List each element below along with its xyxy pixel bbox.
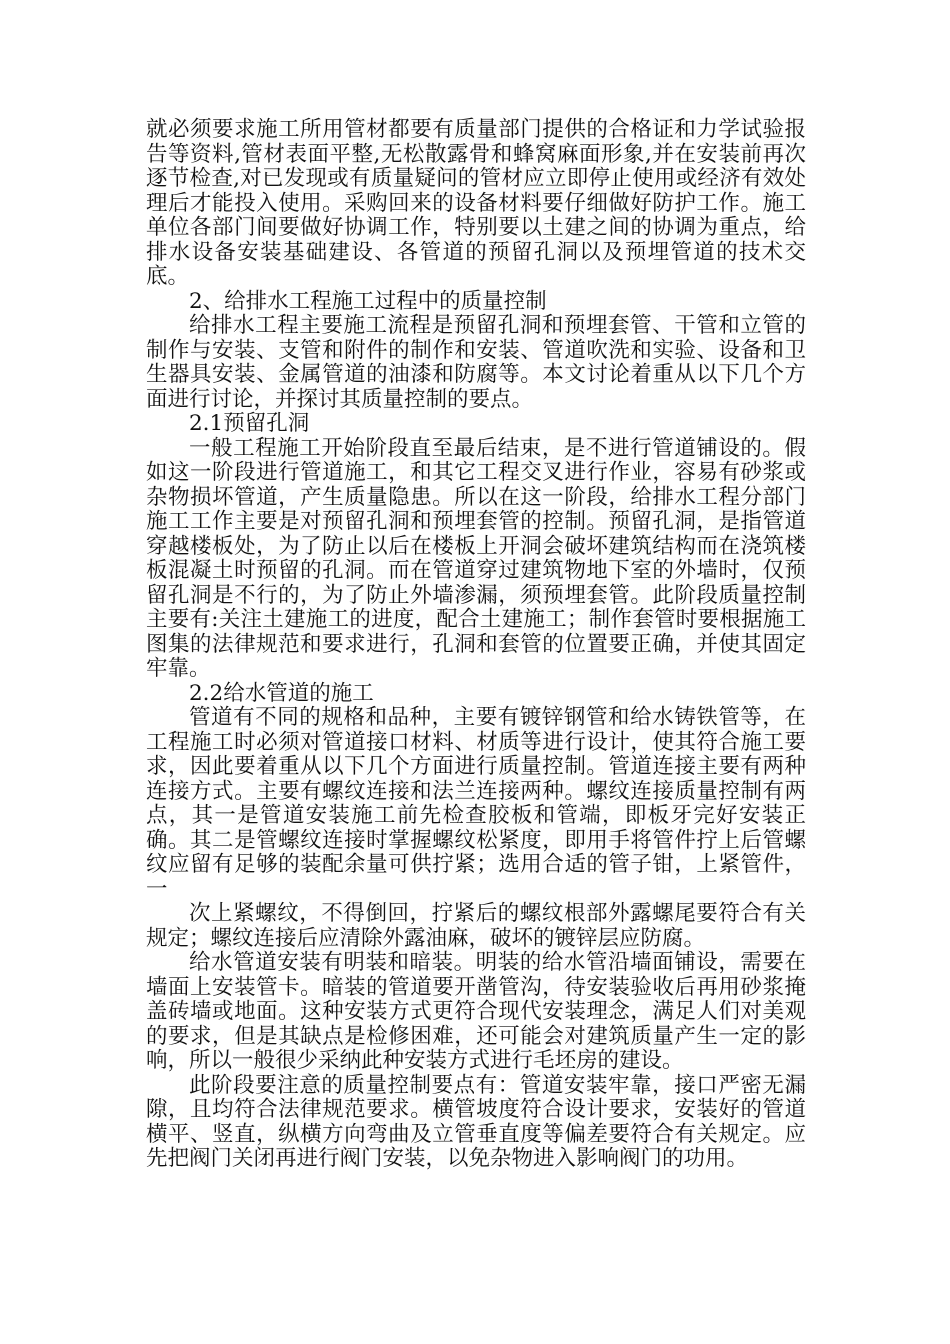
subsection-heading-water-supply-pipes: 2.2给水管道的施工 xyxy=(189,680,374,706)
document-body xyxy=(146,118,806,1172)
paragraph-construction-process: 给排水工程主要施工流程是预留孔洞和预埋套管、干管和立管的制作与安装、支管和附件的制作和安装、管道吹洗和实验、设备和卫生器具安装、金属管道的油漆和防腐等。本文讨论着重从以下几个方面进行讨论，并探讨其质量控制的要点。 xyxy=(146,313,806,412)
paragraph-materials-inspection: 就必须要求施工所用管材都要有质量部门提供的合格证和力学试验报告等资料,管材表面平整,无松散露骨和蜂窝麻面形象,并在安装前再次逐节检查,对已发现或有质量疑问的管材应立即停止使用或经济有效处理后才能投入使用。采购回来的设备材料要仔细做好防护工作。施工单位各部门间要做好协调工作，特别要以土建之间的协调为重点，给排水设备安装基础建设、各管道的预留孔洞以及预埋管道的技术交底。 xyxy=(146,117,806,289)
section-heading-quality-control: 2、给排水工程施工过程中的质量控制 xyxy=(189,288,547,314)
subsection-heading-reserved-holes: 2.1预留孔洞 xyxy=(189,411,310,436)
paragraph-quality-control-points: 此阶段要注意的质量控制要点有：管道安装牢靠，接口严密无漏隙，且均符合法律规范要求。横管坡度符合设计要求，安装好的管道横平、竖直，纵横方向弯曲及立管垂直度等偏差要符合有关规定。应先把阀门关闭再进行阀门安装，以免杂物进入影响阀门的功用。 xyxy=(146,1072,806,1171)
paragraph-reserved-holes: 一般工程施工开始阶段直至最后结束，是不进行管道铺设的。假如这一阶段进行管道施工，和其它工程交叉进行作业，容易有砂浆或杂物损坏管道，产生质量隐患。所以在这一阶段，给排水工程分部门施工工作主要是对预留孔洞和预埋套管的控制。预留孔洞，是指管道穿越楼板处，为了防止以后在楼板上开洞会破坏建筑结构而在浇筑楼板混凝土时预留的孔洞。而在管道穿过建筑物地下室的外墙时，仅预留孔洞是不行的，为了防止外墙渗漏，须预埋套管。此阶段质量控制主要有:关注土建施工的进度，配合土建施工；制作套管时要根据施工图集的法律规范和要求进行，孔洞和套管的位置要正确，并使其固定牢靠。 xyxy=(146,435,806,681)
paragraph-exposed-concealed-install: 给水管道安装有明装和暗装。明装的给水管沿墙面铺设，需要在墙面上安装管卡。暗装的管道要开凿管沟，待安装验收后再用砂浆掩盖砖墙或地面。这种安装方式更符合现代安装理念，满足人们对美观的要求，但是其缺点是检修困难，还可能会对建筑质量产生一定的影响，所以一般很少采纳此种安装方式进行毛坯房的建设。 xyxy=(146,950,806,1073)
paragraph-thread-tightening: 次上紧螺纹，不得倒回，拧紧后的螺纹根部外露螺尾要符合有关规定；螺纹连接后应清除外露油麻，破坏的镀锌层应防腐。 xyxy=(146,901,806,951)
paragraph-pipe-connections: 管道有不同的规格和品种，主要有镀锌钢管和给水铸铁管等，在工程施工时必须对管道接口材料、材质等进行设计，使其符合施工要求，因此要着重从以下几个方面进行质量控制。管道连接主要有两种连接方式。主要有螺纹连接和法兰连接两种。螺纹连接质量控制有两点，其一是管道安装施工前先检查胶板和管端，即板牙完好安装正确。其二是管螺纹连接时掌握螺纹松紧度，即用手将管件拧上后管螺纹应留有足够的装配余量可供拧紧；选用合适的管子钳，上紧管件，一 xyxy=(146,705,806,902)
